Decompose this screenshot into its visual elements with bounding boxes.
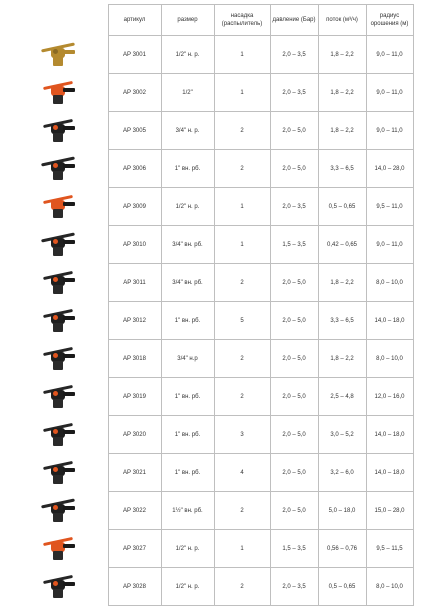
cell-radius: 12,0 – 16,0 bbox=[366, 378, 413, 416]
sprinkler-icon bbox=[39, 496, 79, 524]
product-image-cell bbox=[10, 340, 108, 378]
table-row bbox=[10, 416, 413, 454]
cell-flow: 5,0 – 18,0 bbox=[318, 492, 366, 530]
cell-nozzle: 2 bbox=[214, 264, 270, 302]
cell-radius: 14,0 – 18,0 bbox=[366, 302, 413, 340]
cell-flow: 3,2 – 6,0 bbox=[318, 454, 366, 492]
cell-article: AP 3021 bbox=[108, 454, 161, 492]
header-size: размер bbox=[161, 5, 214, 36]
cell-nozzle: 2 bbox=[214, 112, 270, 150]
cell-article: AP 3028 bbox=[108, 568, 161, 606]
cell-flow: 0,42 – 0,65 bbox=[318, 226, 366, 264]
cell-flow: 1,8 – 2,2 bbox=[318, 112, 366, 150]
product-image-cell bbox=[10, 112, 108, 150]
cell-nozzle: 2 bbox=[214, 340, 270, 378]
cell-size: 1" вн. рб. bbox=[161, 454, 214, 492]
product-image-cell bbox=[10, 74, 108, 112]
cell-size: 1" вн. рб. bbox=[161, 150, 214, 188]
product-image-cell bbox=[10, 188, 108, 226]
cell-nozzle: 5 bbox=[214, 302, 270, 340]
cell-size: 1" вн. рб. bbox=[161, 416, 214, 454]
cell-article: AP 3012 bbox=[108, 302, 161, 340]
table-body bbox=[10, 36, 413, 606]
cell-size: 1/2" bbox=[161, 74, 214, 112]
cell-radius: 14,0 – 18,0 bbox=[366, 416, 413, 454]
cell-radius: 14,0 – 18,0 bbox=[366, 454, 413, 492]
cell-pressure: 2,0 – 5,0 bbox=[270, 112, 318, 150]
header-article: артикул bbox=[108, 5, 161, 36]
product-image-cell bbox=[10, 454, 108, 492]
cell-size: 1/2" н. р. bbox=[161, 568, 214, 606]
sprinkler-icon bbox=[39, 116, 79, 144]
cell-radius: 8,0 – 10,0 bbox=[366, 568, 413, 606]
product-image-cell bbox=[10, 264, 108, 302]
cell-article: AP 3027 bbox=[108, 530, 161, 568]
cell-flow: 1,8 – 2,2 bbox=[318, 340, 366, 378]
product-image-cell bbox=[10, 36, 108, 74]
sprinkler-icon bbox=[39, 458, 79, 486]
sprinkler-icon bbox=[39, 230, 79, 258]
cell-radius: 9,0 – 11,0 bbox=[366, 74, 413, 112]
table-row bbox=[10, 302, 413, 340]
sprinkler-icon bbox=[39, 382, 79, 410]
sprinkler-icon bbox=[39, 420, 79, 448]
cell-radius: 8,0 – 10,0 bbox=[366, 264, 413, 302]
table-row bbox=[10, 150, 413, 188]
cell-size: 3/4" н.р bbox=[161, 340, 214, 378]
sprinkler-icon bbox=[39, 572, 79, 600]
cell-radius: 9,0 – 11,0 bbox=[366, 226, 413, 264]
cell-flow: 0,5 – 0,65 bbox=[318, 568, 366, 606]
cell-size: 1/2" н. р. bbox=[161, 188, 214, 226]
cell-flow: 3,3 – 6,5 bbox=[318, 150, 366, 188]
header-flow: поток (м³/ч) bbox=[318, 5, 366, 36]
table-row bbox=[10, 454, 413, 492]
product-image-cell bbox=[10, 150, 108, 188]
cell-pressure: 2,0 – 5,0 bbox=[270, 340, 318, 378]
cell-nozzle: 4 bbox=[214, 454, 270, 492]
table-row bbox=[10, 378, 413, 416]
cell-size: 3/4" вн. рб. bbox=[161, 264, 214, 302]
cell-nozzle: 1 bbox=[214, 226, 270, 264]
sprinkler-spec-table bbox=[10, 4, 414, 606]
sprinkler-icon bbox=[39, 154, 79, 182]
sprinkler-icon bbox=[39, 534, 79, 562]
table-row bbox=[10, 36, 413, 74]
product-image-cell bbox=[10, 492, 108, 530]
cell-nozzle: 1 bbox=[214, 74, 270, 112]
cell-flow: 0,5 – 0,65 bbox=[318, 188, 366, 226]
cell-size: 1" вн. рб. bbox=[161, 378, 214, 416]
cell-pressure: 2,0 – 5,0 bbox=[270, 150, 318, 188]
cell-pressure: 2,0 – 5,0 bbox=[270, 378, 318, 416]
cell-size: 3/4" вн. рб. bbox=[161, 226, 214, 264]
header-nozzle: насадка (распылитель) bbox=[214, 5, 270, 36]
cell-radius: 9,5 – 11,0 bbox=[366, 188, 413, 226]
table-row bbox=[10, 530, 413, 568]
cell-radius: 8,0 – 10,0 bbox=[366, 340, 413, 378]
cell-nozzle: 1 bbox=[214, 188, 270, 226]
cell-nozzle: 1 bbox=[214, 530, 270, 568]
cell-nozzle: 3 bbox=[214, 416, 270, 454]
cell-article: AP 3019 bbox=[108, 378, 161, 416]
cell-pressure: 2,0 – 3,5 bbox=[270, 568, 318, 606]
product-image-cell bbox=[10, 530, 108, 568]
cell-pressure: 2,0 – 3,5 bbox=[270, 36, 318, 74]
product-image-cell bbox=[10, 302, 108, 340]
sprinkler-icon bbox=[39, 192, 79, 220]
cell-article: AP 3010 bbox=[108, 226, 161, 264]
cell-radius: 15,0 – 28,0 bbox=[366, 492, 413, 530]
cell-flow: 3,3 – 6,5 bbox=[318, 302, 366, 340]
cell-radius: 14,0 – 28,0 bbox=[366, 150, 413, 188]
sprinkler-icon bbox=[39, 78, 79, 106]
table-row bbox=[10, 226, 413, 264]
cell-nozzle: 2 bbox=[214, 150, 270, 188]
cell-article: AP 3011 bbox=[108, 264, 161, 302]
cell-flow: 1,8 – 2,2 bbox=[318, 74, 366, 112]
table-row bbox=[10, 112, 413, 150]
cell-article: AP 3022 bbox=[108, 492, 161, 530]
cell-article: AP 3018 bbox=[108, 340, 161, 378]
cell-pressure: 1,5 – 3,5 bbox=[270, 226, 318, 264]
cell-flow: 3,0 – 5,2 bbox=[318, 416, 366, 454]
cell-size: 1½" вн. рб. bbox=[161, 492, 214, 530]
product-image-cell bbox=[10, 416, 108, 454]
product-image-cell bbox=[10, 226, 108, 264]
table-row bbox=[10, 340, 413, 378]
header-radius: радиус орошения (м) bbox=[366, 5, 413, 36]
cell-article: AP 3001 bbox=[108, 36, 161, 74]
cell-flow: 0,56 – 0,76 bbox=[318, 530, 366, 568]
table-row bbox=[10, 74, 413, 112]
cell-size: 1" вн. рб. bbox=[161, 302, 214, 340]
cell-article: AP 3020 bbox=[108, 416, 161, 454]
cell-article: AP 3006 bbox=[108, 150, 161, 188]
sprinkler-icon bbox=[39, 268, 79, 296]
cell-article: AP 3005 bbox=[108, 112, 161, 150]
cell-size: 1/2" н. р. bbox=[161, 36, 214, 74]
cell-pressure: 2,0 – 5,0 bbox=[270, 492, 318, 530]
cell-nozzle: 2 bbox=[214, 378, 270, 416]
cell-radius: 9,0 – 11,0 bbox=[366, 36, 413, 74]
cell-pressure: 2,0 – 5,0 bbox=[270, 416, 318, 454]
cell-article: AP 3002 bbox=[108, 74, 161, 112]
cell-size: 3/4" н. р. bbox=[161, 112, 214, 150]
cell-flow: 2,5 – 4,8 bbox=[318, 378, 366, 416]
cell-pressure: 2,0 – 5,0 bbox=[270, 264, 318, 302]
header-pressure: давление (Бар) bbox=[270, 5, 318, 36]
cell-nozzle: 2 bbox=[214, 492, 270, 530]
header-image-cell bbox=[10, 5, 108, 36]
sprinkler-icon bbox=[39, 344, 79, 372]
cell-pressure: 2,0 – 3,5 bbox=[270, 74, 318, 112]
cell-pressure: 2,0 – 5,0 bbox=[270, 302, 318, 340]
cell-flow: 1,8 – 2,2 bbox=[318, 264, 366, 302]
cell-radius: 9,0 – 11,0 bbox=[366, 112, 413, 150]
cell-radius: 9,5 – 11,5 bbox=[366, 530, 413, 568]
cell-flow: 1,8 – 2,2 bbox=[318, 36, 366, 74]
table-row bbox=[10, 264, 413, 302]
table-row bbox=[10, 188, 413, 226]
cell-nozzle: 1 bbox=[214, 36, 270, 74]
cell-size: 1/2" н. р. bbox=[161, 530, 214, 568]
cell-pressure: 2,0 – 5,0 bbox=[270, 454, 318, 492]
brass-sprinkler-icon bbox=[39, 40, 79, 68]
header-row bbox=[10, 5, 413, 36]
cell-pressure: 1,5 – 3,5 bbox=[270, 530, 318, 568]
cell-pressure: 2,0 – 3,5 bbox=[270, 188, 318, 226]
cell-nozzle: 2 bbox=[214, 568, 270, 606]
cell-article: AP 3009 bbox=[108, 188, 161, 226]
table-row bbox=[10, 492, 413, 530]
sprinkler-icon bbox=[39, 306, 79, 334]
product-image-cell bbox=[10, 378, 108, 416]
